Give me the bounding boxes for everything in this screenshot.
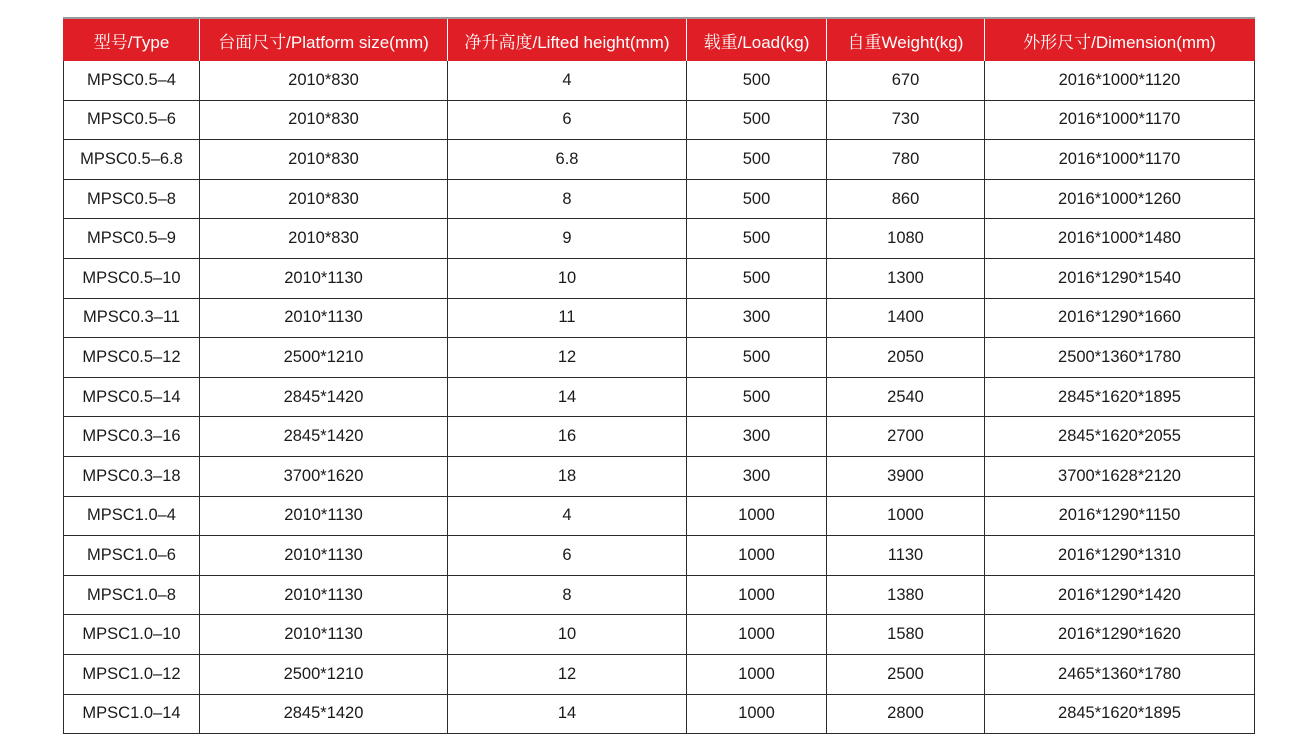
cell-dimension: 2500*1360*1780	[985, 338, 1255, 378]
cell-lifted-height: 4	[448, 61, 687, 100]
cell-platform-size: 2010*1130	[200, 258, 448, 298]
cell-type: MPSC0.5–8	[64, 179, 200, 219]
cell-dimension: 2845*1620*1895	[985, 694, 1255, 734]
cell-platform-size: 2845*1420	[200, 377, 448, 417]
table-row	[64, 694, 1255, 734]
table-row	[64, 536, 1255, 576]
header-platform-size: 台面尺寸/Platform size(mm)	[200, 18, 448, 61]
cell-platform-size: 2500*1210	[200, 654, 448, 694]
cell-weight: 860	[827, 179, 985, 219]
cell-type: MPSC0.3–16	[64, 417, 200, 457]
cell-platform-size: 2010*830	[200, 61, 448, 100]
cell-type: MPSC1.0–8	[64, 575, 200, 615]
table-row	[64, 179, 1255, 219]
cell-dimension: 2016*1000*1480	[985, 219, 1255, 259]
cell-load: 1000	[687, 575, 827, 615]
cell-platform-size: 2010*830	[200, 219, 448, 259]
cell-load: 1000	[687, 536, 827, 576]
cell-dimension: 2016*1290*1310	[985, 536, 1255, 576]
cell-lifted-height: 9	[448, 219, 687, 259]
cell-load: 500	[687, 258, 827, 298]
cell-weight: 1400	[827, 298, 985, 338]
cell-lifted-height: 4	[448, 496, 687, 536]
cell-lifted-height: 6.8	[448, 140, 687, 180]
cell-weight: 1380	[827, 575, 985, 615]
cell-weight: 1000	[827, 496, 985, 536]
cell-dimension: 2016*1000*1170	[985, 100, 1255, 140]
cell-lifted-height: 14	[448, 694, 687, 734]
cell-dimension: 2016*1290*1420	[985, 575, 1255, 615]
cell-dimension: 2016*1000*1170	[985, 140, 1255, 180]
table-row	[64, 654, 1255, 694]
cell-load: 500	[687, 219, 827, 259]
cell-dimension: 2016*1000*1260	[985, 179, 1255, 219]
cell-weight: 1300	[827, 258, 985, 298]
cell-platform-size: 2010*830	[200, 179, 448, 219]
table-row	[64, 258, 1255, 298]
cell-lifted-height: 6	[448, 536, 687, 576]
cell-dimension: 3700*1628*2120	[985, 456, 1255, 496]
cell-weight: 2500	[827, 654, 985, 694]
table-row	[64, 615, 1255, 655]
cell-dimension: 2016*1290*1660	[985, 298, 1255, 338]
table-row	[64, 417, 1255, 457]
cell-type: MPSC0.3–18	[64, 456, 200, 496]
table-row	[64, 61, 1255, 100]
table-row	[64, 575, 1255, 615]
cell-lifted-height: 6	[448, 100, 687, 140]
table-row	[64, 496, 1255, 536]
cell-dimension: 2016*1000*1120	[985, 61, 1255, 100]
cell-dimension: 2016*1290*1150	[985, 496, 1255, 536]
cell-weight: 670	[827, 61, 985, 100]
cell-load: 500	[687, 140, 827, 180]
cell-lifted-height: 8	[448, 575, 687, 615]
cell-weight: 2700	[827, 417, 985, 457]
cell-platform-size: 2845*1420	[200, 417, 448, 457]
table-header	[64, 18, 1255, 61]
spec-table	[63, 17, 1255, 734]
cell-weight: 3900	[827, 456, 985, 496]
cell-type: MPSC0.5–4	[64, 61, 200, 100]
cell-platform-size: 2010*830	[200, 140, 448, 180]
cell-lifted-height: 16	[448, 417, 687, 457]
cell-lifted-height: 8	[448, 179, 687, 219]
table-row	[64, 219, 1255, 259]
cell-type: MPSC0.5–6	[64, 100, 200, 140]
table-row	[64, 377, 1255, 417]
cell-platform-size: 2845*1420	[200, 694, 448, 734]
header-weight: 自重Weight(kg)	[827, 18, 985, 61]
cell-platform-size: 2010*1130	[200, 536, 448, 576]
cell-weight: 2800	[827, 694, 985, 734]
cell-dimension: 2465*1360*1780	[985, 654, 1255, 694]
cell-lifted-height: 12	[448, 338, 687, 378]
cell-type: MPSC0.5–12	[64, 338, 200, 378]
cell-platform-size: 2010*1130	[200, 298, 448, 338]
header-load: 载重/Load(kg)	[687, 18, 827, 61]
cell-load: 500	[687, 61, 827, 100]
cell-load: 300	[687, 298, 827, 338]
header-type: 型号/Type	[64, 18, 200, 61]
cell-load: 500	[687, 377, 827, 417]
table-body	[64, 61, 1255, 734]
table-row	[64, 338, 1255, 378]
cell-load: 500	[687, 179, 827, 219]
cell-platform-size: 2010*1130	[200, 575, 448, 615]
cell-lifted-height: 12	[448, 654, 687, 694]
cell-type: MPSC0.5–10	[64, 258, 200, 298]
cell-type: MPSC0.3–11	[64, 298, 200, 338]
cell-dimension: 2845*1620*1895	[985, 377, 1255, 417]
cell-lifted-height: 18	[448, 456, 687, 496]
header-dimension: 外形尺寸/Dimension(mm)	[985, 18, 1255, 61]
cell-lifted-height: 11	[448, 298, 687, 338]
header-lifted-height: 净升高度/Lifted height(mm)	[448, 18, 687, 61]
cell-load: 1000	[687, 496, 827, 536]
cell-platform-size: 2010*1130	[200, 496, 448, 536]
cell-type: MPSC1.0–12	[64, 654, 200, 694]
table-row	[64, 298, 1255, 338]
cell-type: MPSC1.0–10	[64, 615, 200, 655]
cell-load: 1000	[687, 654, 827, 694]
cell-type: MPSC1.0–6	[64, 536, 200, 576]
cell-platform-size: 3700*1620	[200, 456, 448, 496]
cell-weight: 2540	[827, 377, 985, 417]
header-row	[64, 18, 1255, 61]
cell-weight: 1080	[827, 219, 985, 259]
cell-platform-size: 2010*1130	[200, 615, 448, 655]
cell-weight: 730	[827, 100, 985, 140]
cell-type: MPSC1.0–14	[64, 694, 200, 734]
cell-lifted-height: 10	[448, 615, 687, 655]
cell-load: 300	[687, 417, 827, 457]
cell-load: 300	[687, 456, 827, 496]
cell-load: 500	[687, 338, 827, 378]
cell-weight: 1130	[827, 536, 985, 576]
table-row	[64, 100, 1255, 140]
cell-dimension: 2845*1620*2055	[985, 417, 1255, 457]
cell-load: 1000	[687, 694, 827, 734]
table-row	[64, 456, 1255, 496]
cell-platform-size: 2010*830	[200, 100, 448, 140]
cell-lifted-height: 10	[448, 258, 687, 298]
table-row	[64, 140, 1255, 180]
cell-dimension: 2016*1290*1540	[985, 258, 1255, 298]
cell-lifted-height: 14	[448, 377, 687, 417]
cell-weight: 1580	[827, 615, 985, 655]
cell-type: MPSC0.5–9	[64, 219, 200, 259]
cell-load: 500	[687, 100, 827, 140]
cell-type: MPSC1.0–4	[64, 496, 200, 536]
cell-load: 1000	[687, 615, 827, 655]
cell-dimension: 2016*1290*1620	[985, 615, 1255, 655]
cell-platform-size: 2500*1210	[200, 338, 448, 378]
cell-type: MPSC0.5–14	[64, 377, 200, 417]
cell-weight: 780	[827, 140, 985, 180]
cell-weight: 2050	[827, 338, 985, 378]
cell-type: MPSC0.5–6.8	[64, 140, 200, 180]
